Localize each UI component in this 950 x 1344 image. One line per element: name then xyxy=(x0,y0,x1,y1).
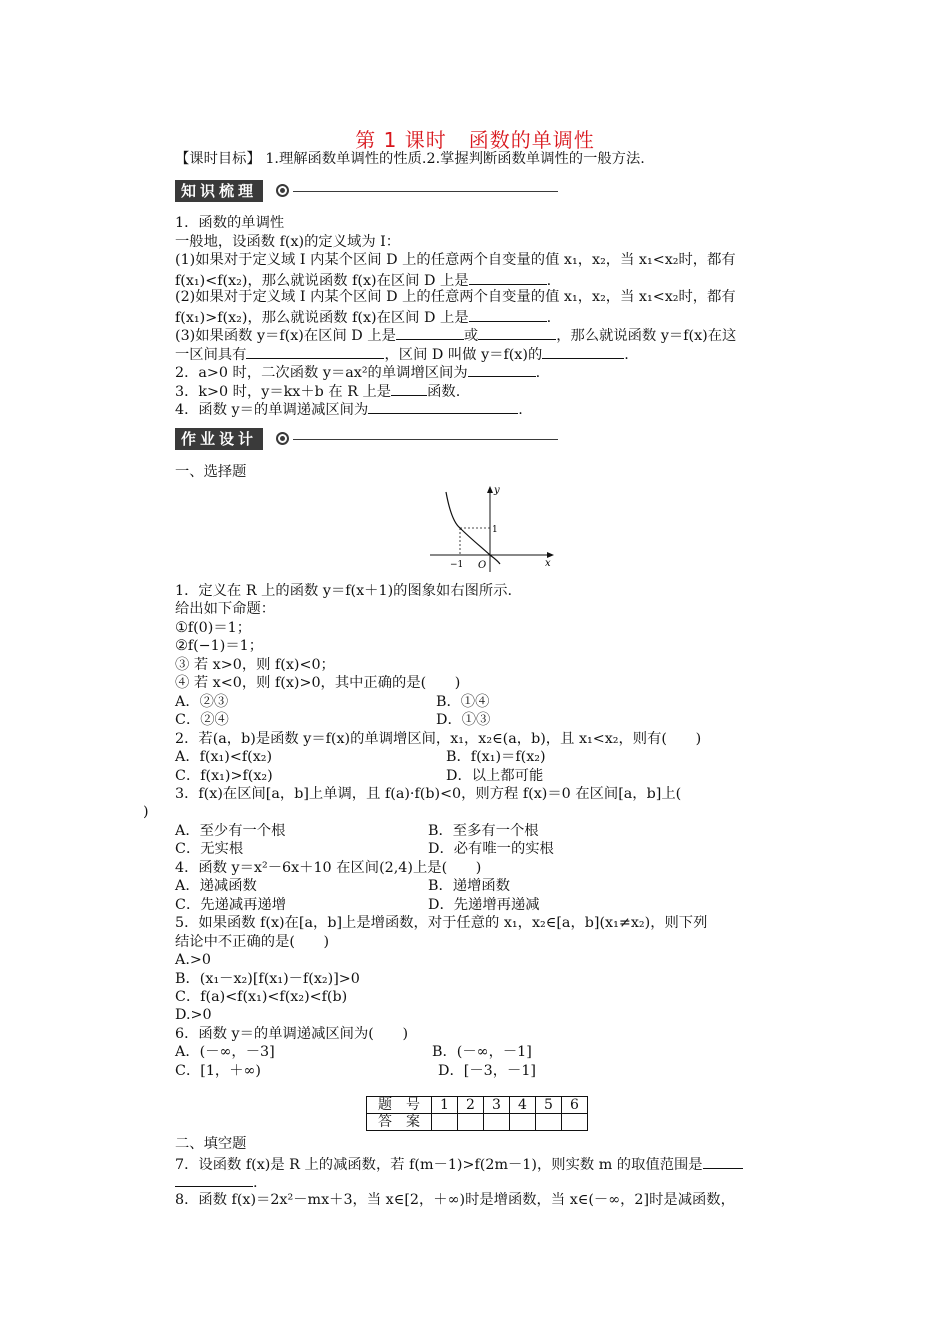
option[interactable]: B．①④ xyxy=(436,694,490,710)
table-header: 答 案 xyxy=(367,1114,432,1131)
answer-table xyxy=(366,1096,588,1131)
lesson-goal xyxy=(175,150,645,169)
answer-cell[interactable] xyxy=(536,1114,562,1131)
table-header: 题 号 xyxy=(367,1097,432,1114)
option[interactable]: A．f(x₁)<f(x₂) xyxy=(175,749,273,765)
option[interactable]: B．f(x₁)＝f(x₂) xyxy=(446,749,546,765)
option[interactable]: A．至少有一个根 xyxy=(175,823,286,839)
section-rule xyxy=(293,439,558,440)
option[interactable]: D．先递增再递减 xyxy=(428,897,540,913)
option[interactable]: D．必有唯一的实根 xyxy=(428,841,554,857)
option[interactable]: C．[1，＋∞) xyxy=(175,1063,261,1079)
answer-blank[interactable] xyxy=(542,344,624,359)
review-line xyxy=(175,399,523,420)
option[interactable]: C．无实根 xyxy=(175,841,244,857)
origin-label: O xyxy=(478,560,487,571)
section-header-review xyxy=(175,180,560,202)
question-stem: 8．函数 f(x)＝2x²－mx＋3，当 x∈[2，＋∞)时是增函数，当 x∈(－∞，2]时是减函数， xyxy=(175,1192,735,1208)
tick-y-label: 1 xyxy=(492,525,498,535)
text: 7．设函数 f(x)是 R 上的减函数，若 f(m－1)>f(2m－1)，则实数 m 的取值范围是 xyxy=(175,1157,703,1173)
text: f(x₁)>f(x₂)，那么就说函数 f(x)在区间 D 上是 xyxy=(175,310,469,326)
question-stem-end: ) xyxy=(143,804,149,820)
option[interactable]: A．(－∞，－3] xyxy=(175,1044,275,1060)
option[interactable]: A．②③ xyxy=(175,694,229,710)
option[interactable]: C．f(a)<f(x₁)<f(x₂)<f(b) xyxy=(175,989,348,1005)
option[interactable]: A.>0 xyxy=(175,952,211,968)
question-stem: 6．函数 y＝的单调递减区间为( ) xyxy=(175,1026,409,1042)
answer-cell[interactable] xyxy=(484,1114,510,1131)
section-rule xyxy=(293,191,558,192)
question-stem xyxy=(175,1154,743,1175)
table-cell: 3 xyxy=(484,1097,510,1114)
answer-blank[interactable] xyxy=(368,399,518,414)
question-stem: 4．函数 y＝x²－6x＋10 在区间(2,4)上是( ) xyxy=(175,860,482,876)
y-label: y xyxy=(494,485,500,496)
answer-blank[interactable] xyxy=(468,362,536,377)
x-label: x xyxy=(545,558,551,569)
answer-blank[interactable] xyxy=(246,344,384,359)
text: 函数. xyxy=(427,384,461,400)
question-stem: 5．如果函数 f(x)在[a，b]上是增函数，对于任意的 x₁，x₂∈[a，b](x₁≠x₂)，则下列 xyxy=(175,915,708,931)
review-line: (1)如果对于定义域 I 内某个区间 D 上的任意两个自变量的值 x₁，x₂，当 x₁<x₂时，都有 xyxy=(175,252,736,268)
option[interactable]: B．至多有一个根 xyxy=(428,823,539,839)
text: ，那么就说函数 y＝f(x)在这 xyxy=(556,328,737,344)
answer-cell[interactable] xyxy=(458,1114,484,1131)
answer-blank[interactable] xyxy=(469,307,547,322)
table-row xyxy=(367,1097,588,1114)
option[interactable]: D．①③ xyxy=(436,712,491,728)
answer-blank[interactable] xyxy=(703,1154,743,1169)
answer-blank[interactable] xyxy=(396,325,464,340)
review-line: 1．函数的单调性 xyxy=(175,215,285,231)
text: . xyxy=(624,347,629,363)
option[interactable]: C．f(x₁)>f(x₂) xyxy=(175,768,273,784)
question-stem: 1．定义在 R 上的函数 y＝f(x＋1)的图象如右图所示. xyxy=(175,583,513,599)
question-text: ②f(−1)＝1； xyxy=(175,638,264,654)
option[interactable]: D.>0 xyxy=(175,1007,212,1023)
section-header-homework xyxy=(175,428,560,450)
answer-cell[interactable] xyxy=(432,1114,458,1131)
text: 或 xyxy=(463,328,479,344)
bullet-dot-icon xyxy=(276,432,289,445)
question-text: ④ 若 x<0，则 f(x)>0，其中正确的是( ) xyxy=(175,675,461,691)
answer-cell[interactable] xyxy=(510,1114,536,1131)
page-title xyxy=(0,124,950,153)
text: 2．a>0 时，二次函数 y＝ax²的单调增区间为 xyxy=(175,365,468,381)
text: . xyxy=(253,1175,258,1191)
option[interactable]: C．先递减再递增 xyxy=(175,897,287,913)
text: f(x₁)<f(x₂)，那么就说函数 f(x)在区间 D 上是 xyxy=(175,273,469,289)
table-cell: 1 xyxy=(432,1097,458,1114)
answer-cell[interactable] xyxy=(562,1114,588,1131)
question-stem: 3．f(x)在区间[a，b]上单调，且 f(a)·f(b)<0，则方程 f(x)＝0 在区间[a，b]上( xyxy=(175,786,682,802)
answer-blank[interactable] xyxy=(478,325,556,340)
y-arrow-icon xyxy=(487,486,493,493)
text: . xyxy=(535,365,541,381)
text: 4．函数 y＝的单调递减区间为 xyxy=(175,402,369,418)
section-label: 知识梳理 xyxy=(175,180,263,202)
text: . xyxy=(518,402,523,418)
text: ，区间 D 叫做 y＝f(x)的 xyxy=(384,347,543,363)
review-line xyxy=(175,362,540,383)
title-lesson: 第 1 课时 xyxy=(355,128,447,152)
question-text: ③ 若 x>0，则 f(x)<0； xyxy=(175,657,335,673)
title-topic: 函数的单调性 xyxy=(468,128,595,152)
bullet-dot-icon xyxy=(276,184,289,197)
text: 一区间具有 xyxy=(175,347,247,363)
part-heading: 二、填空题 xyxy=(175,1136,247,1152)
function-graph xyxy=(428,484,558,574)
goal-label: 【课时目标】 xyxy=(175,151,261,167)
table-cell: 2 xyxy=(458,1097,484,1114)
text: (3)如果函数 y＝f(x)在区间 D 上是 xyxy=(175,328,396,344)
option[interactable]: D．以上都可能 xyxy=(446,768,544,784)
table-cell: 6 xyxy=(562,1097,588,1114)
review-line xyxy=(175,325,736,346)
text: . xyxy=(546,273,552,289)
section-label: 作业设计 xyxy=(175,428,263,450)
table-cell: 5 xyxy=(536,1097,562,1114)
review-line: 一般地，设函数 f(x)的定义域为 I： xyxy=(175,234,401,250)
answer-blank[interactable] xyxy=(469,270,547,285)
question-stem: 结论中不正确的是( ) xyxy=(175,934,330,950)
text: . xyxy=(546,310,552,326)
tick-x-label: −1 xyxy=(450,560,464,570)
question-text: ①f(0)＝1； xyxy=(175,620,252,636)
option[interactable]: B．(－∞，－1] xyxy=(432,1044,532,1060)
text: 3．k>0 时，y＝kx＋b 在 R 上是 xyxy=(175,384,392,400)
answer-blank[interactable] xyxy=(391,381,427,396)
option[interactable]: B．递增函数 xyxy=(428,878,510,894)
goal-text: 1.理解函数单调性的性质.2.掌握判断函数单调性的一般方法. xyxy=(260,151,645,167)
question-stem: 2．若(a，b)是函数 y＝f(x)的单调增区间，x₁，x₂∈(a，b)，且 x₁<x₂，则有( ) xyxy=(175,731,702,747)
option[interactable]: A．递减函数 xyxy=(175,878,257,894)
option[interactable]: C．②④ xyxy=(175,712,229,728)
option[interactable]: D．[－3，－1] xyxy=(438,1063,536,1079)
answer-blank[interactable] xyxy=(175,1172,253,1187)
review-line: (2)如果对于定义域 I 内某个区间 D 上的任意两个自变量的值 x₁，x₂，当 x₁<x₂时，都有 xyxy=(175,289,736,305)
question-text: 给出如下命题： xyxy=(175,601,276,617)
table-row xyxy=(367,1114,588,1131)
option[interactable]: B．(x₁－x₂)[f(x₁)－f(x₂)]>0 xyxy=(175,971,360,987)
part-heading: 一、选择题 xyxy=(175,464,247,480)
table-cell: 4 xyxy=(510,1097,536,1114)
question-stem xyxy=(175,1172,258,1193)
